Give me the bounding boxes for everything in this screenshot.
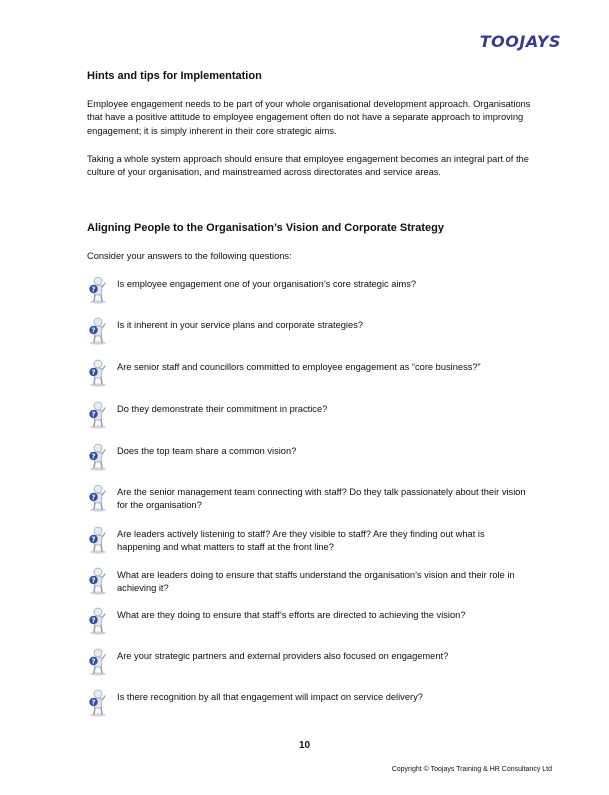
question-text: What are they doing to ensure that staff’s efforts are directed to achieving the vision? — [117, 610, 466, 620]
hints-title: Hints and tips for Implementation — [87, 70, 262, 82]
aligning-title: Aligning People to the Organisation’s Vision and Corporate Strategy — [87, 222, 444, 234]
question-text: Is employee engagement one of your organisation’s core strategic aims? — [117, 279, 417, 289]
questions-intro: Consider your answers to the following questions: — [87, 251, 292, 261]
question-figure-icon — [87, 443, 109, 471]
question-figure-icon — [87, 526, 109, 554]
question-item — [87, 689, 537, 719]
question-item — [87, 567, 537, 597]
brand-logo: TOOJAYS — [479, 32, 561, 51]
question-figure-icon — [87, 484, 109, 512]
question-figure-icon — [87, 359, 109, 387]
question-text: Are the senior management team connecting with staff? Do they talk passionately about their vision for the organisation? — [117, 487, 526, 510]
question-text: Does the top team share a common vision? — [117, 446, 297, 456]
question-item — [87, 526, 537, 556]
page-number: 10 — [298, 740, 311, 751]
question-text: Is there recognition by all that engagement will impact on service delivery? — [117, 692, 423, 702]
question-text: Are leaders actively listening to staff? Are they visible to staff? Are they finding out what is happening and what matters to staff at the front line? — [117, 529, 485, 552]
question-figure-icon — [87, 648, 109, 676]
question-text: Are senior staff and councillors committed to employee engagement as “core business?” — [117, 362, 481, 372]
question-figure-icon — [87, 401, 109, 429]
copyright-notice: Copyright © Toojays Training & HR Consultancy Ltd — [391, 766, 552, 773]
question-text: Do they demonstrate their commitment in practice? — [117, 404, 328, 414]
question-item — [87, 648, 537, 678]
question-figure-icon — [87, 689, 109, 717]
question-item — [87, 359, 537, 389]
question-item — [87, 607, 537, 637]
question-item — [87, 401, 537, 431]
question-item — [87, 317, 537, 347]
question-item — [87, 276, 537, 306]
question-item — [87, 443, 537, 473]
hints-paragraph-2: Taking a whole system approach should ensure that employee engagement becomes an integral part of the culture of your organisation, and mainstreamed across directorates and service areas. — [87, 154, 529, 178]
question-figure-icon — [87, 567, 109, 595]
question-text: What are leaders doing to ensure that staffs understand the organisation’s vision and their role in achieving it? — [117, 570, 515, 593]
question-figure-icon — [87, 607, 109, 635]
question-text: Are your strategic partners and external providers also focused on engagement? — [117, 651, 449, 661]
hints-paragraph-1: Employee engagement needs to be part of your whole organisational development approach. Organisations that have a positive attitude to employee engagement often do not have a separate approach to improving engagement; it is simply inherent in their core strategic aims. — [87, 99, 531, 136]
question-figure-icon — [87, 276, 109, 304]
question-item — [87, 484, 537, 514]
question-text: Is it inherent in your service plans and corporate strategies? — [117, 320, 363, 330]
question-figure-icon — [87, 317, 109, 345]
